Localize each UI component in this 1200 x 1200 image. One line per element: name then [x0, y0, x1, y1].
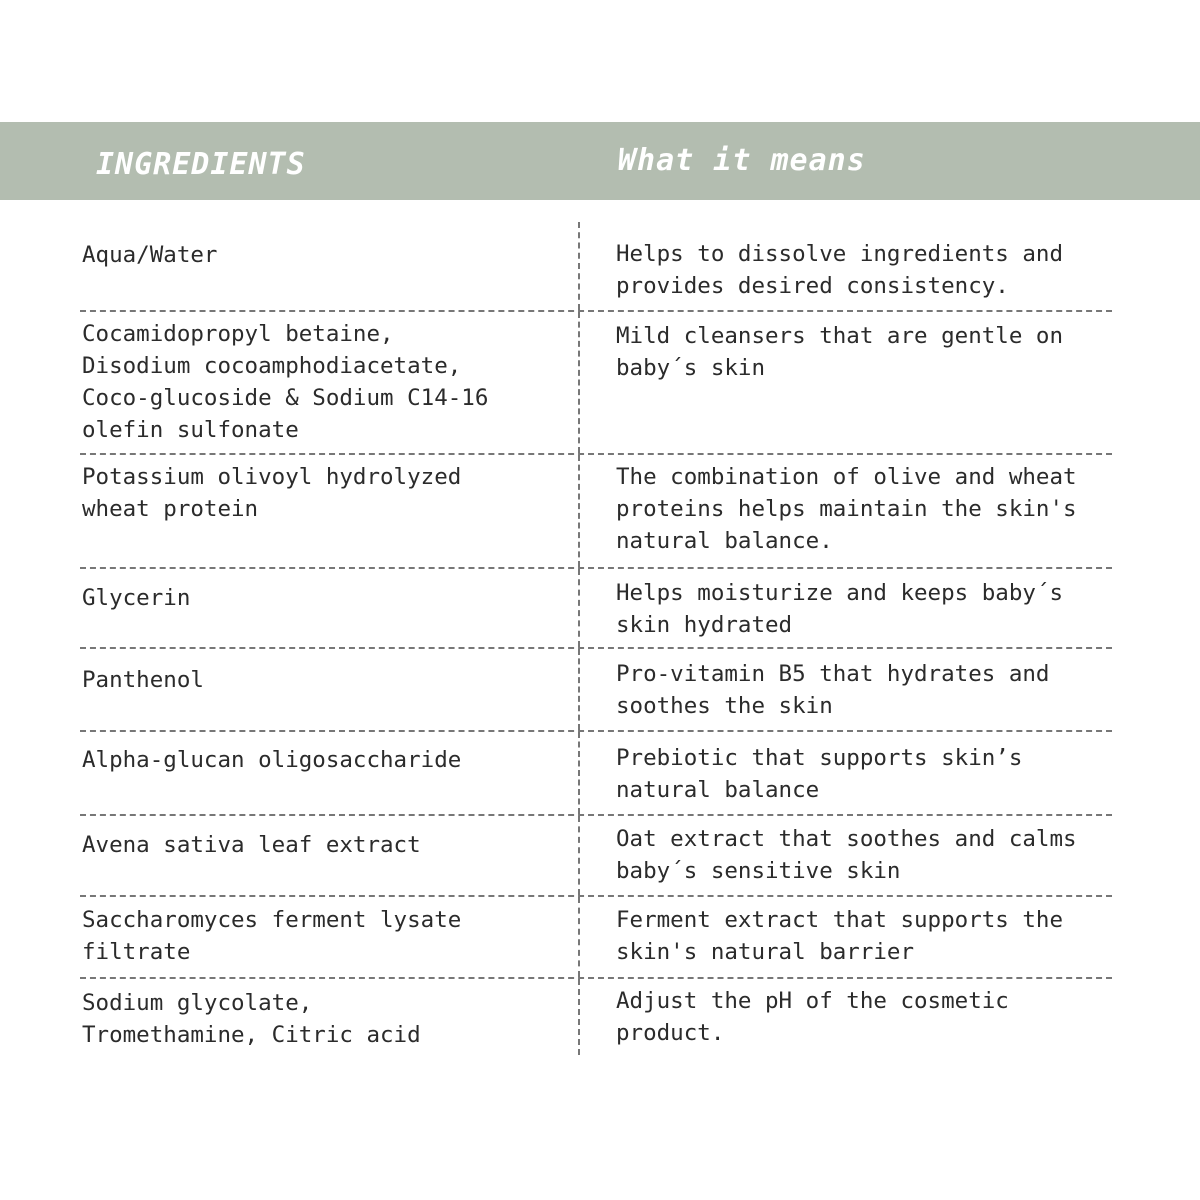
ingredients-column-header: INGREDIENTS [96, 147, 306, 182]
table-row [80, 312, 1112, 455]
ingredient-cell: Glycerin [80, 569, 580, 647]
meaning-cell: Ferment extract that supports the skin's natural barrier [616, 907, 1064, 965]
table-row [80, 979, 1112, 1055]
meaning-cell: Helps moisturize and keeps baby´s skin hydrated [616, 580, 1064, 638]
ingredients-table [80, 222, 1112, 1055]
ingredient-cell: Sodium glycolate, Tromethamine, Citric acid [80, 979, 580, 1055]
meaning-cell: Prebiotic that supports skin’s natural balance [616, 745, 1023, 803]
meaning-cell: Mild cleansers that are gentle on baby´s skin [616, 323, 1064, 381]
meaning-cell: Helps to dissolve ingredients and provides desired consistency. [616, 241, 1064, 299]
ingredient-cell: Aqua/Water [80, 222, 580, 310]
table-row [80, 222, 1112, 312]
table-row [80, 649, 1112, 732]
table-row [80, 455, 1112, 569]
meaning-cell: Pro-vitamin B5 that hydrates and soothes the skin [616, 661, 1050, 719]
ingredient-cell: Saccharomyces ferment lysate filtrate [80, 897, 580, 977]
ingredient-cell: Panthenol [80, 649, 580, 730]
ingredient-cell: Alpha-glucan oligosaccharide [80, 732, 580, 814]
ingredient-cell: Potassium olivoyl hydrolyzed wheat protein [80, 455, 580, 567]
ingredient-cell: Cocamidopropyl betaine, Disodium cocoamphodiacetate, Coco-glucoside & Sodium C14-16 olefin sulfonate [80, 312, 580, 453]
meaning-cell: Adjust the pH of the cosmetic product. [616, 988, 1009, 1046]
table-row [80, 569, 1112, 649]
meaning-cell: The combination of olive and wheat proteins helps maintain the skin's natural balance. [616, 464, 1077, 554]
ingredient-cell: Avena sativa leaf extract [80, 816, 580, 895]
table-row [80, 816, 1112, 897]
table-row [80, 732, 1112, 816]
meaning-column-header: What it means [618, 143, 866, 178]
table-row [80, 897, 1112, 979]
meaning-cell: Oat extract that soothes and calms baby´s sensitive skin [616, 826, 1077, 884]
